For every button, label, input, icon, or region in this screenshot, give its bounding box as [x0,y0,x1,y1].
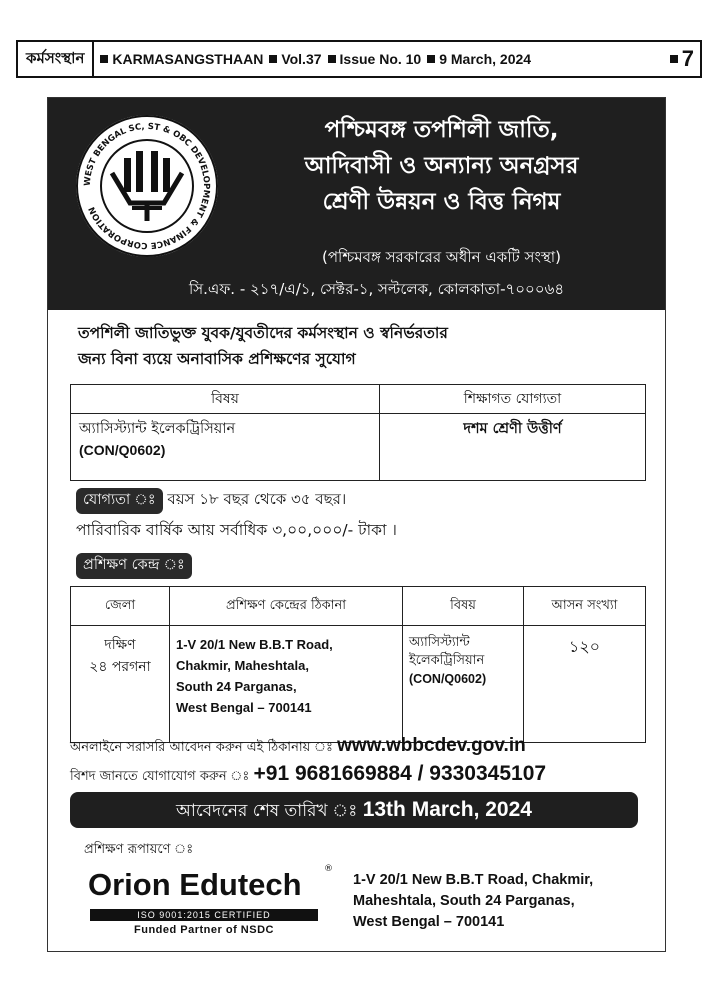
centre-subject-cell [403,626,524,743]
implementer-address-line: West Bengal – 700141 [353,914,505,930]
page-number: 7 [681,46,694,71]
title-line: শ্রেণী উন্নয়ন ও বিত্ত নিগম [322,189,561,215]
intro-line: জন্য বিনা ব্যয়ে অনাবাসিক প্রশিক্ষণের সুযোগ [78,350,356,368]
implementer-address [353,870,653,933]
corporation-logo-icon [74,113,220,259]
square-bullet-icon [427,55,435,63]
masthead-date: 9 March, 2024 [439,51,532,67]
masthead-brand-bn: কর্মসংস্থান [18,42,94,76]
square-bullet-icon [269,55,277,63]
intro-line: তপশিলী জাতিভুক্ত যুবক/যুবতীদের কর্মসংস্থান ও স্বনির্ভরতার [78,324,448,342]
title-line: পশ্চিমবঙ্গ তপশিলী জাতি, [324,117,559,143]
advertisement [47,97,666,952]
title-line: আদিবাসী ও অন্যান্য অনগ্রসর [304,153,579,179]
column-header: বিষয় [71,385,380,414]
eligibility-age-row [76,488,346,514]
centre-subject-line: অ্যাসিস্ট্যান্ট [409,635,470,650]
corporation-subtitle: (পশ্চিমবঙ্গ সরকারের অধীন একটি সংস্থা) [322,248,561,266]
course-code: (CON/Q0602) [79,442,166,458]
column-header: প্রশিক্ষণ কেন্দ্রের ঠিকানা [170,587,403,626]
centre-address-cell [170,626,403,743]
centre-address-line: South 24 Parganas, [176,679,297,694]
masthead-issue: Issue No. 10 [339,51,422,67]
implementer-label: প্রশিক্ষণ রূপায়ণে ঃ [84,842,194,857]
masthead-volume: Vol.37 [281,51,322,67]
table-row [71,414,646,481]
column-header: বিষয় [403,587,524,626]
corporation-title [218,112,665,220]
iso-badge: ISO 9001:2015 CERTIFIED [90,909,318,921]
apply-label: অনলাইনে সরাসরি আবেদন করুন এই ঠিকানায় ঃ [70,740,333,755]
implementer-address-line: 1-V 20/1 New B.B.T Road, Chakmir, [353,872,594,888]
implementer-address-line: Maheshtala, South 24 Parganas, [353,893,575,909]
masthead-brand-en: KARMASANGSTHAAN [112,51,264,67]
deadline-date: 13th March, 2024 [362,798,532,821]
eligibility-income: পারিবারিক বার্ষিক আয় সর্বাধিক ৩,০০,০০০/- টাকা । [76,521,397,539]
column-header: আসন সংখ্যা [524,587,646,626]
course-subject-cell [71,414,380,481]
centre-address-line: 1-V 20/1 New B.B.T Road, [176,637,333,652]
nsdc-partner: Funded Partner of NSDC [134,924,274,936]
corporation-address: সি.এফ. - ২১৭/এ/১, সেক্টর-১, সল্টলেক, কোলকাতা-৭০০০৬৪ [188,280,565,298]
contact-row [70,762,646,788]
apply-url-link[interactable]: www.wbbcdev.gov.in [337,735,526,756]
district-line: ২৪ পরগনা [89,659,151,675]
masthead [16,40,702,78]
centre-address-line: West Bengal – 700141 [176,700,312,715]
contact-label: বিশদ জানতে যোগাযোগ করুন ঃ [70,769,250,784]
centre-table [70,586,646,743]
column-header: জেলা [71,587,170,626]
orion-name: Orion Edutech [88,867,302,902]
table-row [71,626,646,743]
logo-ring-text: WEST BENGAL SC, ST & OBC DEVELOPMENT & FINANCE CORPORATION [82,121,212,251]
deadline-banner [70,792,638,828]
centre-subject-code: (CON/Q0602) [409,672,487,686]
contact-phones: +91 9681669884 / 9330345107 [253,762,547,785]
table-header-row [71,587,646,626]
eligibility-label: যোগ্যতা ঃ [76,488,163,514]
centre-label: প্রশিক্ষণ কেন্দ্র ঃ [76,553,192,579]
centre-subject-line: ইলেকট্রিসিয়ান [409,653,485,668]
intro-text [78,320,648,372]
orion-logo [80,864,333,938]
apply-row [70,735,646,759]
course-subject: অ্যাসিস্ট্যান্ট ইলেকট্রিসিয়ান [79,421,236,437]
centre-address-line: Chakmir, Maheshtala, [176,658,309,673]
district-cell [71,626,170,743]
square-bullet-icon [328,55,336,63]
deadline-label: আবেদনের শেষ তারিখ ঃ [176,801,358,821]
seat-count: ১২০ [524,626,646,743]
column-header: শিক্ষাগত যোগ্যতা [380,385,646,414]
header-band [48,98,665,310]
centre-label-row [76,553,192,579]
eligibility-age: বয়স ১৮ বছর থেকে ৩৫ বছর। [167,490,347,508]
table-header-row [71,385,646,414]
square-bullet-icon [670,55,678,63]
district-line: দক্ষিণ [104,637,136,653]
course-table [70,384,646,481]
registered-mark: ® [324,864,333,874]
course-qualification: দশম শ্রেণী উত্তীর্ণ [380,414,646,481]
square-bullet-icon [100,55,108,63]
